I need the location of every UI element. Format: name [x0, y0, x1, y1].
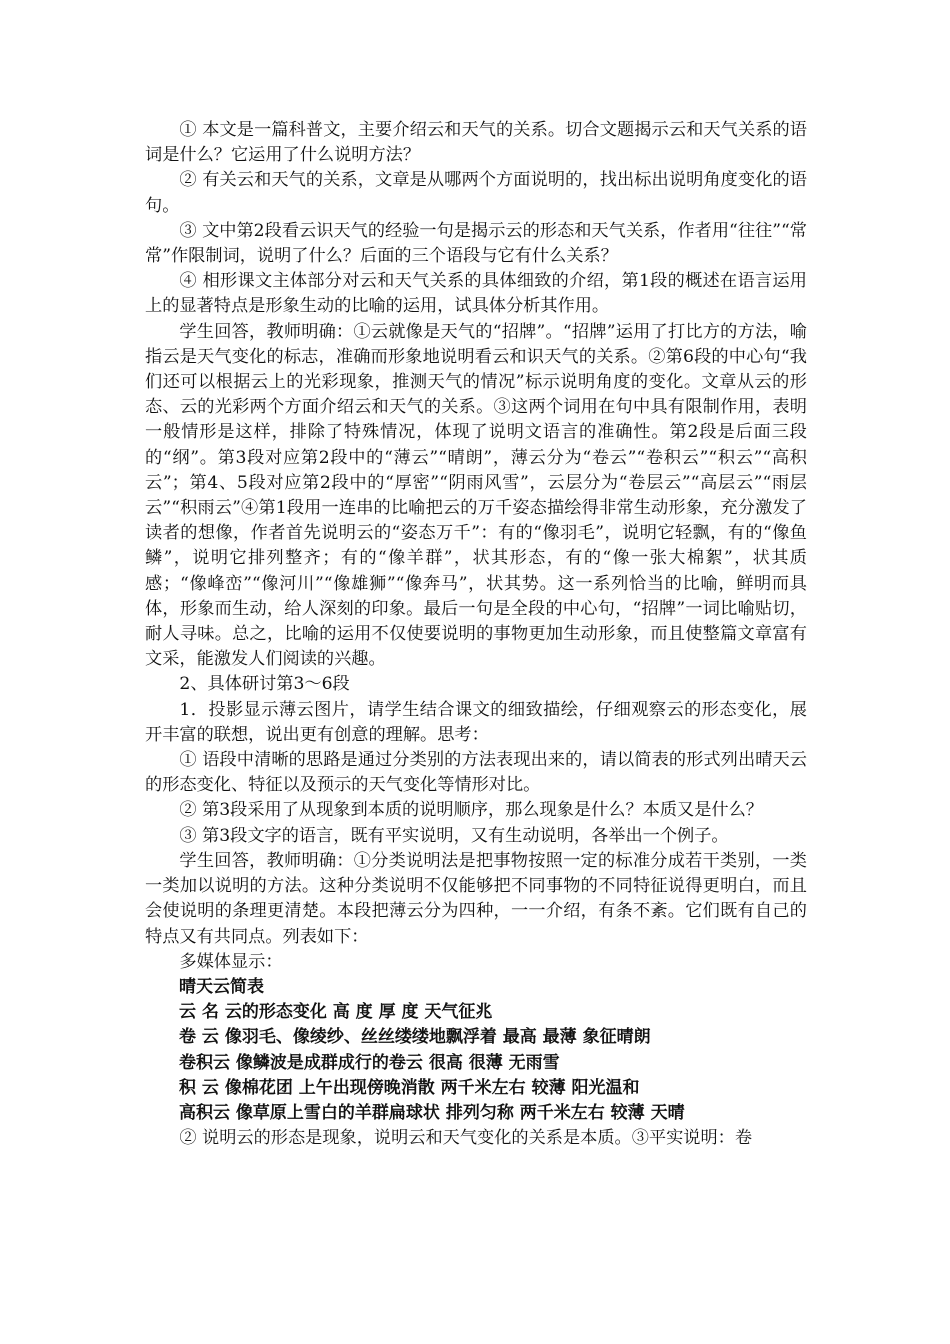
question-5: ① 语段中清晰的思路是通过分类别的方法表现出来的，请以简表的形式列出晴天云的形态变化、特征以及预示的天气变化等情形对比。 [145, 750, 807, 796]
question-3: ③ 文中第2段看云识天气的经验一句是揭示云的形态和天气关系，作者用“往往”“常常”作限制词，说明了什么？后面的三个语段与它有什么关系？ [145, 220, 807, 267]
table-title: 晴天云简表 [179, 976, 264, 997]
answer-paragraph-1: 学生回答，教师明确：①云就像是天气的“招牌”。“招牌”运用了打比方的方法，喻指云是天气变化的标志，准确而形象地说明看云和识天气的关系。②第6段的中心句“我们还可以根据云上的光彩现象，推测天气的情况”标示说明角度的变化。文章从云的形态、云的光彩两个方面介绍云和天气的关系。③这两个词用在句中具有限制作用，表明一般情形是这样，排除了特殊情况，体现了说明文语言的准确性。第2段是后面三段的“纲”。第3段对应第2段中的“薄云”“晴朗”，薄云分为“卷云”“卷积云”“积云”“高积云”；第4、5段对应第2段中的“厚密”“阴雨风雪”，云层分为“卷层云”“高层云”“雨层云”“积雨云”④第1段用一连串的比喻把云的万千姿态描绘得非常生动形象，充分激发了读者的想像，作者首先说明云的“姿态万千”：有的“像羽毛”，说明它轻飘，有的“像鱼鳞”，说明它排列整齐；有的“像羊群”，状其形态，有的“像一张大棉絮”，状其质感；“像峰峦”“像河川”“像雄狮”“像奔马”，状其势。这一系列恰当的比喻，鲜明而具体，形象而生动，给人深刻的印象。最后一句是全段的中心句，“招牌”一词比喻贴切，耐人寻味。总之，比喻的运用不仅使要说明的事物更加生动形象，而且使整篇文章富有文采，能激发人们阅读的兴趣。 [145, 321, 807, 670]
answer-paragraph-2: 学生回答，教师明确：①分类说明法是把事物按照一定的标准分成若干类别，一类一类加以说明的方法。这种分类说明不仅能够把不同事物的不同特征说得更明白，而且会使说明的条理更清楚。本段把薄云分为四种，一一介绍，有条不紊。它们既有自己的特点又有共同点。列表如下： [145, 850, 807, 947]
question-7: ③ 第3段文字的语言，既有平实说明，又有生动说明，各举出一个例子。 [179, 825, 729, 846]
table-row: 卷积云 像鳞波是成群成行的卷云 很高 很薄 无雨雪 [179, 1052, 560, 1073]
section-heading: 2、具体研讨第3～6段 [179, 674, 350, 695]
document-body [145, 118, 807, 1151]
closing-line: ② 说明云的形态是现象，说明云和天气变化的关系是本质。③平实说明：卷 [179, 1128, 753, 1149]
task-paragraph: 1．投影显示薄云图片，请学生结合课文的细致描绘，仔细观察云的形态变化，展开丰富的联想，说出更有创意的理解。思考： [145, 699, 807, 745]
question-2: ② 有关云和天气的关系，文章是从哪两个方面说明的，找出标出说明角度变化的语句。 [145, 170, 807, 216]
table-row: 卷 云 像羽毛、像绫纱、丝丝缕缕地飘浮着 最高 最薄 象征晴朗 [179, 1027, 651, 1048]
table-row: 高积云 像草原上雪白的羊群扁球状 排列匀称 两千米左右 较薄 天晴 [179, 1102, 685, 1123]
cloud-table [145, 975, 807, 1126]
table-header: 云 名 云的形态变化 高 度 厚 度 天气征兆 [179, 1002, 493, 1023]
question-1: ① 本文是一篇科普文，主要介绍云和天气的关系。切合文题揭示云和天气关系的语词是什么？它运用了什么说明方法？ [145, 120, 807, 166]
multimedia-label: 多媒体显示： [179, 951, 283, 972]
table-row: 积 云 像棉花团 上午出现傍晚消散 两千米左右 较薄 阳光温和 [179, 1077, 640, 1098]
question-6: ② 第3段采用了从现象到本质的说明顺序，那么现象是什么？本质又是什么？ [179, 800, 763, 821]
question-4: ④ 相形课文主体部分对云和天气关系的具体细致的介绍，第1段的概述在语言运用上的显著特点是形象生动的比喻的运用，试具体分析其作用。 [145, 271, 807, 317]
